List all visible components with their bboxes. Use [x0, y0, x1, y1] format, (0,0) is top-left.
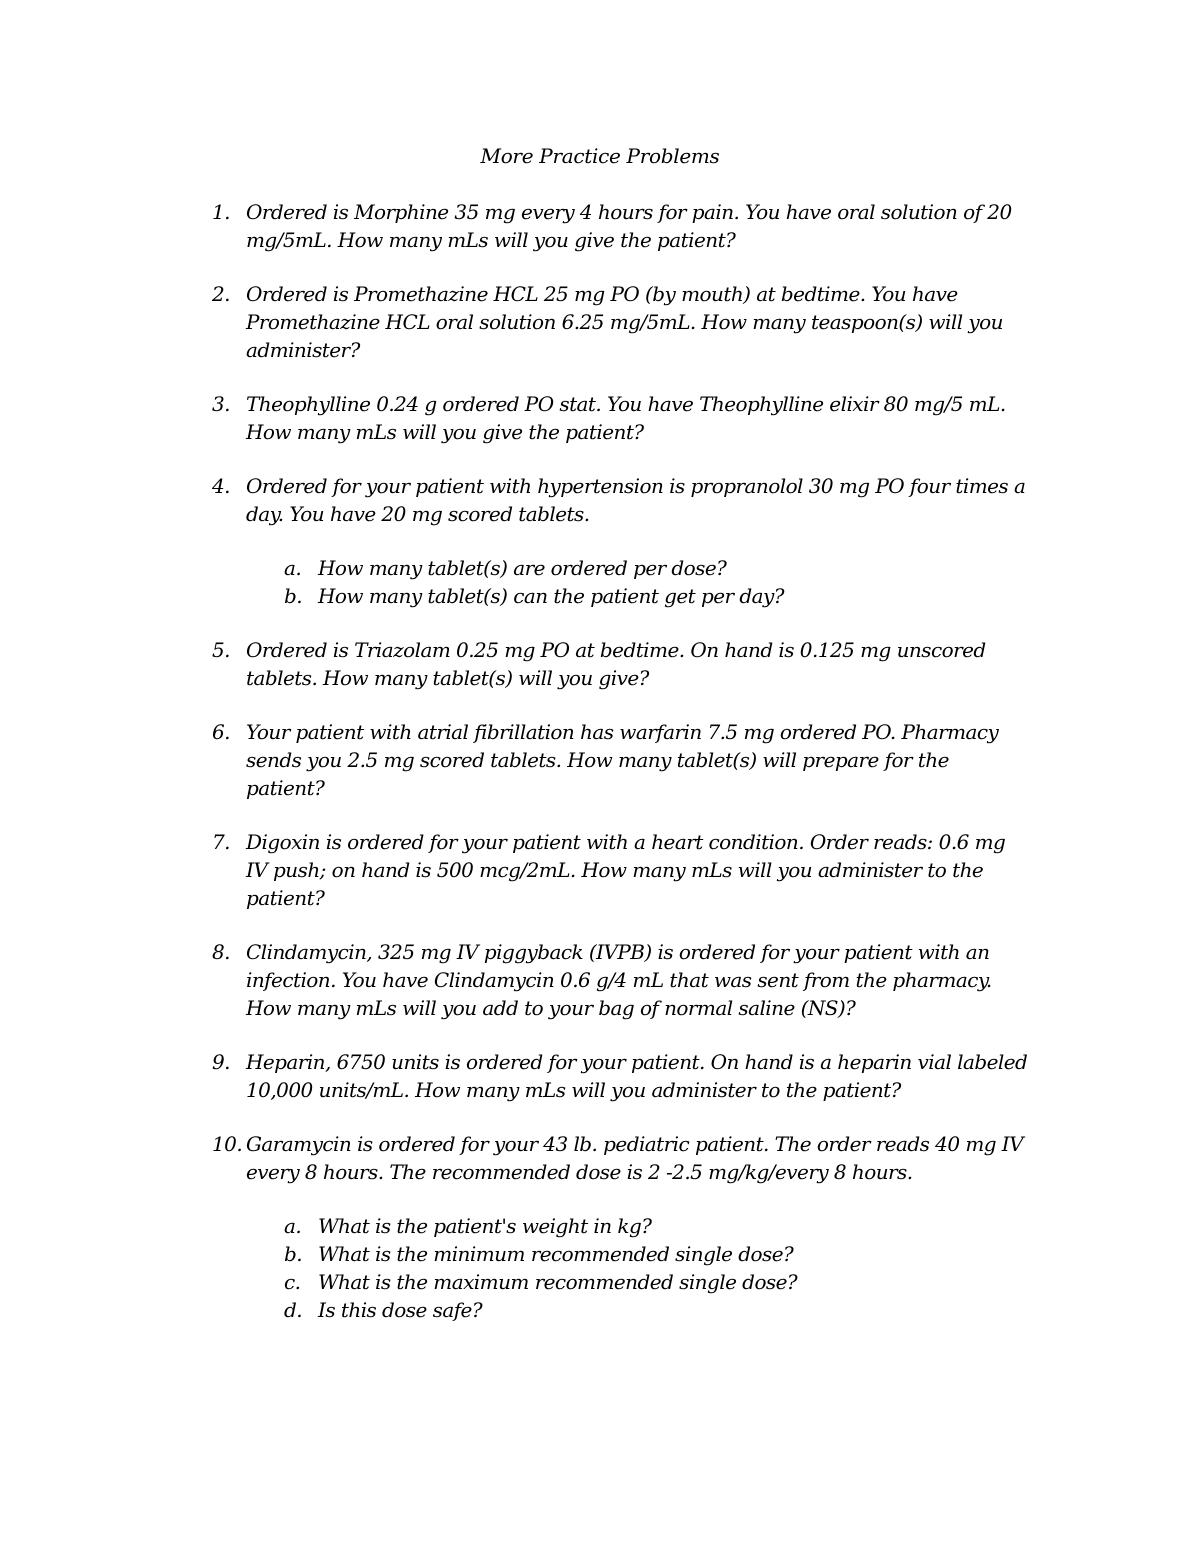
problem-item — [212, 636, 1032, 692]
subquestion-text: Is this dose safe? — [318, 1298, 483, 1322]
subquestion-list — [246, 554, 1032, 610]
subquestion-item — [284, 554, 1032, 582]
subquestion-letter: d. — [284, 1298, 303, 1322]
subquestion-list — [246, 1212, 1032, 1324]
subquestion-item — [284, 1240, 1032, 1268]
problem-text: Heparin, 6750 units is ordered for your patient. On hand is a heparin vial labeled 10,000 units/mL. How many mLs will you administer to the patient? — [246, 1050, 1028, 1102]
subquestion-letter: c. — [284, 1270, 301, 1294]
problem-number: 8. — [212, 940, 230, 964]
problem-item — [212, 472, 1032, 610]
problem-item — [212, 938, 1032, 1022]
page-title: More Practice Problems — [480, 144, 720, 168]
subquestion-text: What is the maximum recommended single dose? — [318, 1270, 798, 1294]
problem-text: Digoxin is ordered for your patient with a heart condition. Order reads: 0.6 mg IV push; on hand is 500 mcg/2mL. How many mLs will you administer to the patient? — [246, 830, 1006, 910]
problem-list — [212, 198, 1032, 1350]
problem-item — [212, 390, 1032, 446]
subquestion-text: What is the patient's weight in kg? — [318, 1214, 652, 1238]
subquestion-text: What is the minimum recommended single dose? — [318, 1242, 794, 1266]
problem-item — [212, 828, 1032, 912]
subquestion-text: How many tablet(s) are ordered per dose? — [318, 556, 727, 580]
problem-text: Clindamycin, 325 mg IV piggyback (IVPB) is ordered for your patient with an infection. You have Clindamycin 0.6 g/4 mL that was sent from the pharmacy. How many mLs will you add to your bag of normal saline (NS)? — [246, 940, 992, 1020]
problem-number: 9. — [212, 1050, 230, 1074]
problem-text: Theophylline 0.24 g ordered PO stat. You have Theophylline elixir 80 mg/5 mL. How many mLs will you give the patient? — [246, 392, 1006, 444]
subquestion-item — [284, 1212, 1032, 1240]
subquestion-item — [284, 582, 1032, 610]
subquestion-letter: b. — [284, 1242, 303, 1266]
subquestion-item — [284, 1268, 1032, 1296]
problem-number: 6. — [212, 720, 230, 744]
problem-number: 4. — [212, 474, 230, 498]
problem-number: 2. — [212, 282, 230, 306]
problem-item — [212, 280, 1032, 364]
subquestion-item — [284, 1296, 1032, 1324]
problem-number: 7. — [212, 830, 230, 854]
problem-text: Garamycin is ordered for your 43 lb. pediatric patient. The order reads 40 mg IV every 8 hours. The recommended dose is 2 -2.5 mg/kg/every 8 hours. — [246, 1132, 1024, 1184]
problem-text: Ordered is Promethazine HCL 25 mg PO (by mouth) at bedtime. You have Promethazine HCL oral solution 6.25 mg/5mL. How many teaspoon(s) will you administer? — [246, 282, 1003, 362]
problem-text: Ordered for your patient with hypertension is propranolol 30 mg PO four times a day. You have 20 mg scored tablets. — [246, 474, 1026, 526]
problem-item — [212, 1130, 1032, 1324]
subquestion-text: How many tablet(s) can the patient get per day? — [318, 584, 784, 608]
problem-item — [212, 718, 1032, 802]
subquestion-letter: a. — [284, 556, 302, 580]
problem-number: 1. — [212, 200, 230, 224]
problem-number: 10. — [212, 1132, 243, 1156]
problem-text: Your patient with atrial fibrillation has warfarin 7.5 mg ordered PO. Pharmacy sends you 2.5 mg scored tablets. How many tablet(s) will prepare for the patient? — [246, 720, 999, 800]
problem-item — [212, 198, 1032, 254]
problem-item — [212, 1048, 1032, 1104]
problem-text: Ordered is Morphine 35 mg every 4 hours for pain. You have oral solution of 20 mg/5mL. How many mLs will you give the patient? — [246, 200, 1012, 252]
problem-text: Ordered is Triazolam 0.25 mg PO at bedtime. On hand is 0.125 mg unscored tablets. How many tablet(s) will you give? — [246, 638, 986, 690]
subquestion-letter: b. — [284, 584, 303, 608]
problem-number: 5. — [212, 638, 230, 662]
subquestion-letter: a. — [284, 1214, 302, 1238]
problem-number: 3. — [212, 392, 230, 416]
